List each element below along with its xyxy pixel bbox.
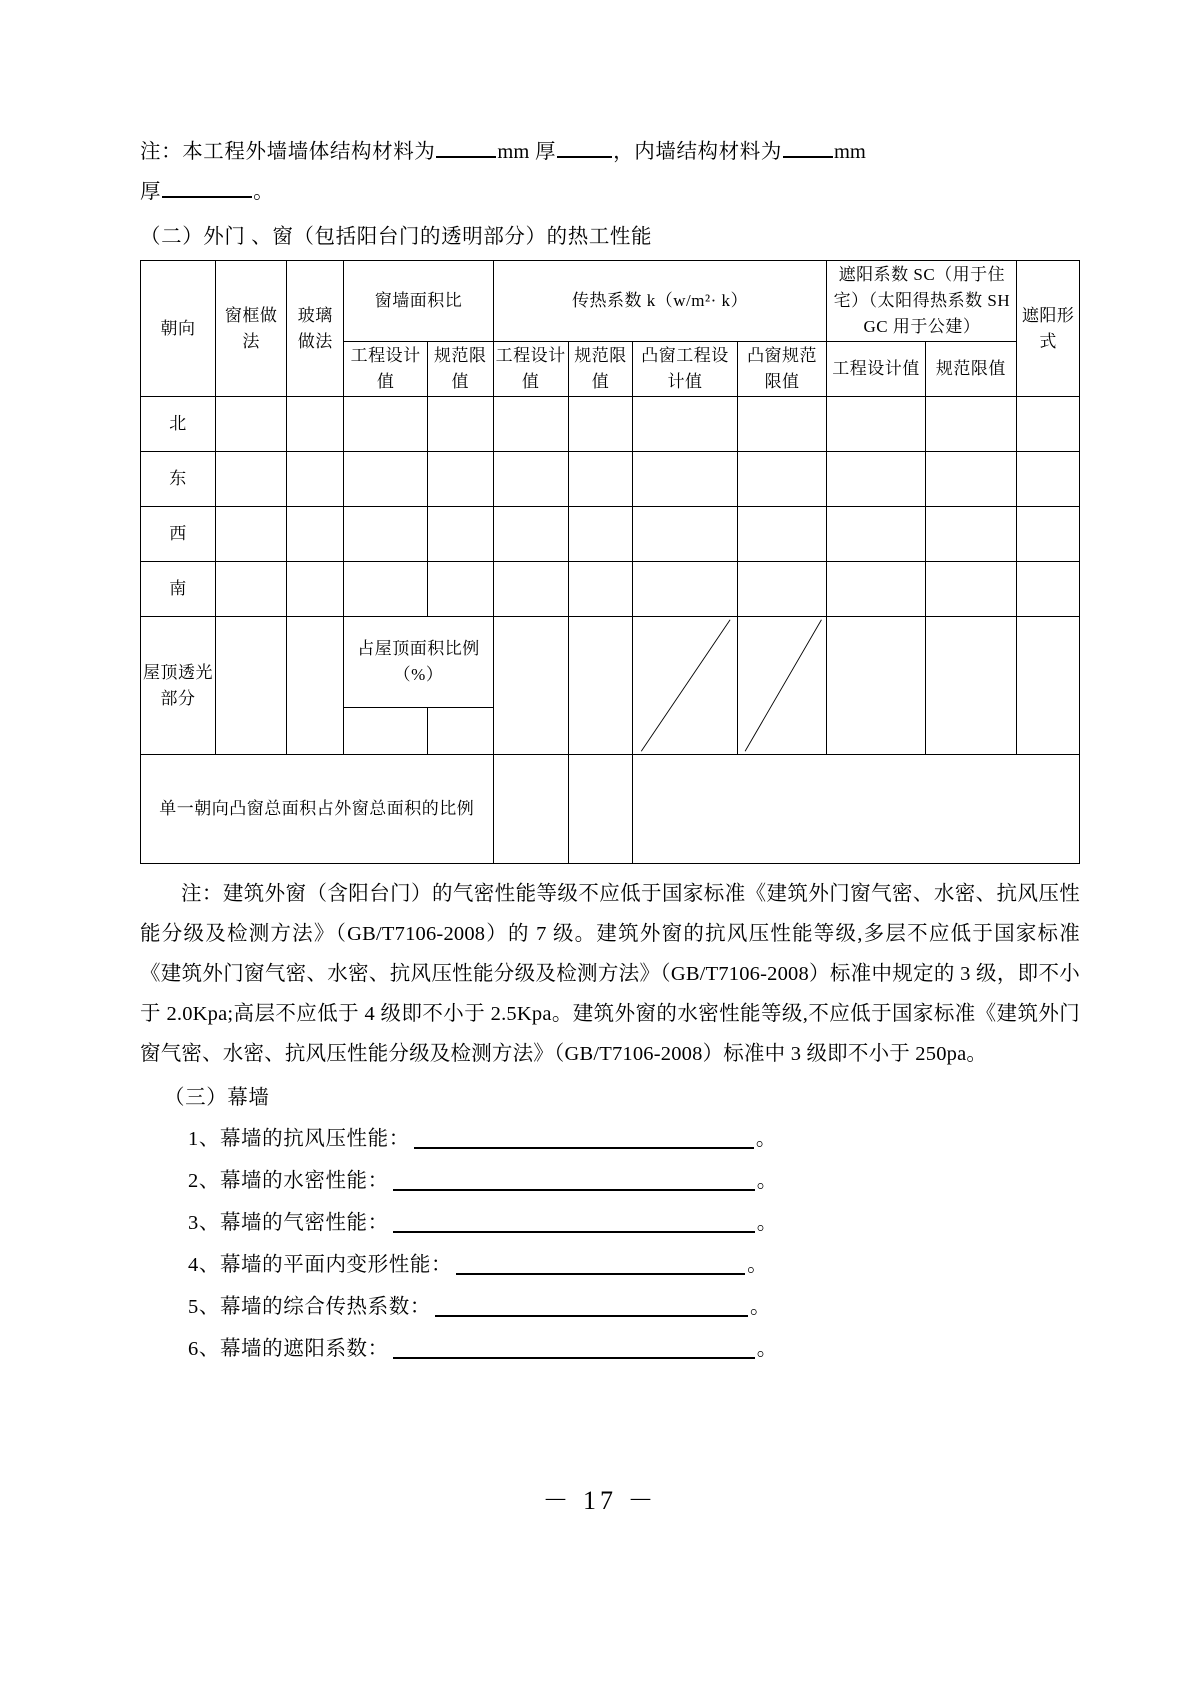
cell-south-glass[interactable] bbox=[287, 562, 344, 617]
cell-east-sc-design[interactable] bbox=[827, 452, 925, 507]
header-orientation: 朝向 bbox=[141, 261, 216, 397]
cell-west-bay-limit[interactable] bbox=[737, 507, 827, 562]
blank-field-inner-material[interactable] bbox=[162, 174, 252, 198]
blank-field-wall-thickness[interactable] bbox=[436, 134, 496, 158]
cell-roof-k-limit[interactable] bbox=[568, 617, 633, 755]
curtain-item-4-field[interactable] bbox=[456, 1272, 745, 1275]
curtain-item-6-period: 。 bbox=[756, 1338, 778, 1360]
cell-south-shading-form[interactable] bbox=[1017, 562, 1080, 617]
top-note-prefix: 注：本工程外墙墙体结构材料为 bbox=[140, 141, 436, 163]
blank-field-inner-thickness[interactable] bbox=[783, 134, 833, 158]
cell-roof-glass[interactable] bbox=[287, 617, 344, 755]
cell-south-sc-limit[interactable] bbox=[925, 562, 1017, 617]
top-note-tail: 厚 bbox=[140, 181, 162, 203]
cell-roof-frame[interactable] bbox=[216, 617, 287, 755]
list-item bbox=[140, 1328, 1080, 1370]
cell-north-bay-limit[interactable] bbox=[737, 397, 827, 452]
cell-single-orientation-2[interactable] bbox=[568, 755, 633, 864]
curtain-item-5-label: 5、幕墙的综合传热系数： bbox=[188, 1296, 431, 1318]
cell-east-wwr-limit[interactable] bbox=[427, 452, 493, 507]
page-content bbox=[140, 132, 1080, 1370]
cell-north-shading-form[interactable] bbox=[1017, 397, 1080, 452]
cell-south-bay-design[interactable] bbox=[633, 562, 737, 617]
row-label-west: 西 bbox=[141, 507, 216, 562]
cell-east-k-limit[interactable] bbox=[568, 452, 633, 507]
cell-east-sc-limit[interactable] bbox=[925, 452, 1017, 507]
cell-single-orientation-3[interactable] bbox=[633, 755, 1080, 864]
top-note-period: 。 bbox=[253, 181, 275, 203]
cell-roof-sc-design[interactable] bbox=[827, 617, 925, 755]
cell-north-k-design[interactable] bbox=[493, 397, 568, 452]
window-thermal-table bbox=[140, 260, 1080, 864]
cell-south-bay-limit[interactable] bbox=[737, 562, 827, 617]
table-row bbox=[141, 562, 1080, 617]
top-note-unit2: mm bbox=[833, 141, 866, 163]
curtain-item-3-label: 3、幕墙的气密性能： bbox=[188, 1212, 389, 1234]
top-note-paragraph bbox=[140, 132, 1080, 212]
cell-north-glass[interactable] bbox=[287, 397, 344, 452]
subheader-k-design: 工程设计值 bbox=[493, 342, 568, 397]
curtain-item-4-period: 。 bbox=[747, 1254, 769, 1276]
cell-north-bay-design[interactable] bbox=[633, 397, 737, 452]
cell-west-k-limit[interactable] bbox=[568, 507, 633, 562]
cell-east-shading-form[interactable] bbox=[1017, 452, 1080, 507]
section-heading: （二）外门 、窗（包括阳台门的透明部分）的热工性能 bbox=[140, 226, 653, 248]
curtain-item-1-field[interactable] bbox=[414, 1146, 754, 1149]
cell-north-sc-design[interactable] bbox=[827, 397, 925, 452]
cell-single-orientation-1[interactable] bbox=[493, 755, 568, 864]
subheader-wwr-design: 工程设计值 bbox=[344, 342, 427, 397]
header-window-wall-ratio: 窗墙面积比 bbox=[344, 261, 493, 342]
cell-south-frame[interactable] bbox=[216, 562, 287, 617]
cell-roof-k-design[interactable] bbox=[493, 617, 568, 755]
curtain-item-3-period: 。 bbox=[756, 1212, 778, 1234]
cell-north-wwr-limit[interactable] bbox=[427, 397, 493, 452]
list-item bbox=[140, 1202, 1080, 1244]
row-label-north: 北 bbox=[141, 397, 216, 452]
cell-roof-ratio-design[interactable] bbox=[344, 708, 427, 755]
list-item bbox=[140, 1286, 1080, 1328]
top-note-mid1: 厚 bbox=[535, 141, 557, 163]
curtain-item-4-label: 4、幕墙的平面内变形性能： bbox=[188, 1254, 453, 1276]
table-row bbox=[141, 507, 1080, 562]
cell-roof-bay-design-crossed bbox=[633, 617, 737, 755]
subheader-bay-design: 凸窗工程设计值 bbox=[633, 342, 737, 397]
curtain-item-6-label: 6、幕墙的遮阳系数： bbox=[188, 1338, 389, 1360]
header-shading-form: 遮阳形式 bbox=[1017, 261, 1080, 397]
curtain-item-5-field[interactable] bbox=[435, 1314, 748, 1317]
list-item bbox=[140, 1118, 1080, 1160]
cell-west-glass[interactable] bbox=[287, 507, 344, 562]
cell-west-wwr-limit[interactable] bbox=[427, 507, 493, 562]
cell-south-k-design[interactable] bbox=[493, 562, 568, 617]
row-label-roof-translucent: 屋顶透光部分 bbox=[141, 617, 216, 755]
cell-east-wwr-design[interactable] bbox=[344, 452, 427, 507]
blank-field-wall-material[interactable] bbox=[557, 134, 612, 158]
subheader-sc-design: 工程设计值 bbox=[827, 342, 925, 397]
cell-east-glass[interactable] bbox=[287, 452, 344, 507]
header-shading-coefficient: 遮阳系数 SC（用于住宅）（太阳得热系数 SHGC 用于公建） bbox=[827, 261, 1017, 342]
page-number: － 17 － bbox=[542, 1486, 658, 1515]
row-label-east: 东 bbox=[141, 452, 216, 507]
curtain-item-2-period: 。 bbox=[756, 1170, 778, 1192]
subheader-bay-limit: 凸窗规范限值 bbox=[737, 342, 827, 397]
curtain-wall-heading: （三）幕墙 bbox=[164, 1087, 270, 1109]
subheader-wwr-limit: 规范限值 bbox=[427, 342, 493, 397]
table-row bbox=[141, 452, 1080, 507]
cell-roof-ratio-limit[interactable] bbox=[427, 708, 493, 755]
cell-south-sc-design[interactable] bbox=[827, 562, 925, 617]
header-glass: 玻璃做法 bbox=[287, 261, 344, 397]
cell-west-wwr-design[interactable] bbox=[344, 507, 427, 562]
curtain-item-1-label: 1、幕墙的抗风压性能： bbox=[188, 1128, 410, 1150]
curtain-item-2-label: 2、幕墙的水密性能： bbox=[188, 1170, 389, 1192]
cell-north-wwr-design[interactable] bbox=[344, 397, 427, 452]
cell-east-bay-limit[interactable] bbox=[737, 452, 827, 507]
curtain-item-3-field[interactable] bbox=[393, 1230, 755, 1233]
cell-east-bay-design[interactable] bbox=[633, 452, 737, 507]
cell-north-sc-limit[interactable] bbox=[925, 397, 1017, 452]
cell-west-sc-limit[interactable] bbox=[925, 507, 1017, 562]
top-note-mid2: ，内墙结构材料为 bbox=[613, 141, 782, 163]
cell-roof-sc-limit[interactable] bbox=[925, 617, 1017, 755]
cell-roof-bay-limit-crossed bbox=[737, 617, 827, 755]
cell-west-shading-form[interactable] bbox=[1017, 507, 1080, 562]
table-row-roof-upper bbox=[141, 617, 1080, 708]
cell-north-k-limit[interactable] bbox=[568, 397, 633, 452]
row-label-south: 南 bbox=[141, 562, 216, 617]
top-note-unit1: mm bbox=[497, 141, 530, 163]
cell-south-k-limit[interactable] bbox=[568, 562, 633, 617]
row-label-single-orientation-bay: 单一朝向凸窗总面积占外窗总面积的比例 bbox=[141, 755, 494, 864]
cell-west-sc-design[interactable] bbox=[827, 507, 925, 562]
cell-west-k-design[interactable] bbox=[493, 507, 568, 562]
subheader-k-limit: 规范限值 bbox=[568, 342, 633, 397]
subheader-sc-limit: 规范限值 bbox=[925, 342, 1017, 397]
cell-north-frame[interactable] bbox=[216, 397, 287, 452]
curtain-item-1-period: 。 bbox=[755, 1128, 777, 1150]
cell-east-frame[interactable] bbox=[216, 452, 287, 507]
curtain-item-2-field[interactable] bbox=[393, 1188, 755, 1191]
curtain-item-5-period: 。 bbox=[749, 1296, 772, 1318]
cell-east-k-design[interactable] bbox=[493, 452, 568, 507]
bottom-note-paragraph: 注：建筑外窗（含阳台门）的气密性能等级不应低于国家标准《建筑外门窗气密、水密、抗风压性能分级及检测方法》（GB/T7106-2008）的 7 级。建筑外窗的抗风压性能等级,多层不应低于国家标准《建筑外门窗气密、水密、抗风压性能分级及检测方法》（GB/T7106-2008）标准中规定的 3 级，即不小于 2.0Kpa;高层不应低于 4 级即不小于 2.5Kpa。建筑外窗的水密性能等级,不应低于国家标准《建筑外门窗气密、水密、抗风压性能分级及检测方法》（GB/T7106-2008）标准中 3 级即不小于 250pa。 bbox=[140, 883, 1080, 1065]
cell-south-wwr-design[interactable] bbox=[344, 562, 427, 617]
roof-ratio-label: 占屋顶面积比例（%） bbox=[344, 617, 493, 708]
cell-west-frame[interactable] bbox=[216, 507, 287, 562]
list-item bbox=[140, 1244, 1080, 1286]
cell-west-bay-design[interactable] bbox=[633, 507, 737, 562]
list-item bbox=[140, 1160, 1080, 1202]
cell-south-wwr-limit[interactable] bbox=[427, 562, 493, 617]
header-frame: 窗框做法 bbox=[216, 261, 287, 397]
cell-roof-shading-form[interactable] bbox=[1017, 617, 1080, 755]
curtain-item-6-field[interactable] bbox=[393, 1356, 755, 1359]
table-row-single-orientation bbox=[141, 755, 1080, 864]
header-heat-transfer: 传热系数 k（w/m²· k） bbox=[493, 261, 827, 342]
table-row bbox=[141, 397, 1080, 452]
